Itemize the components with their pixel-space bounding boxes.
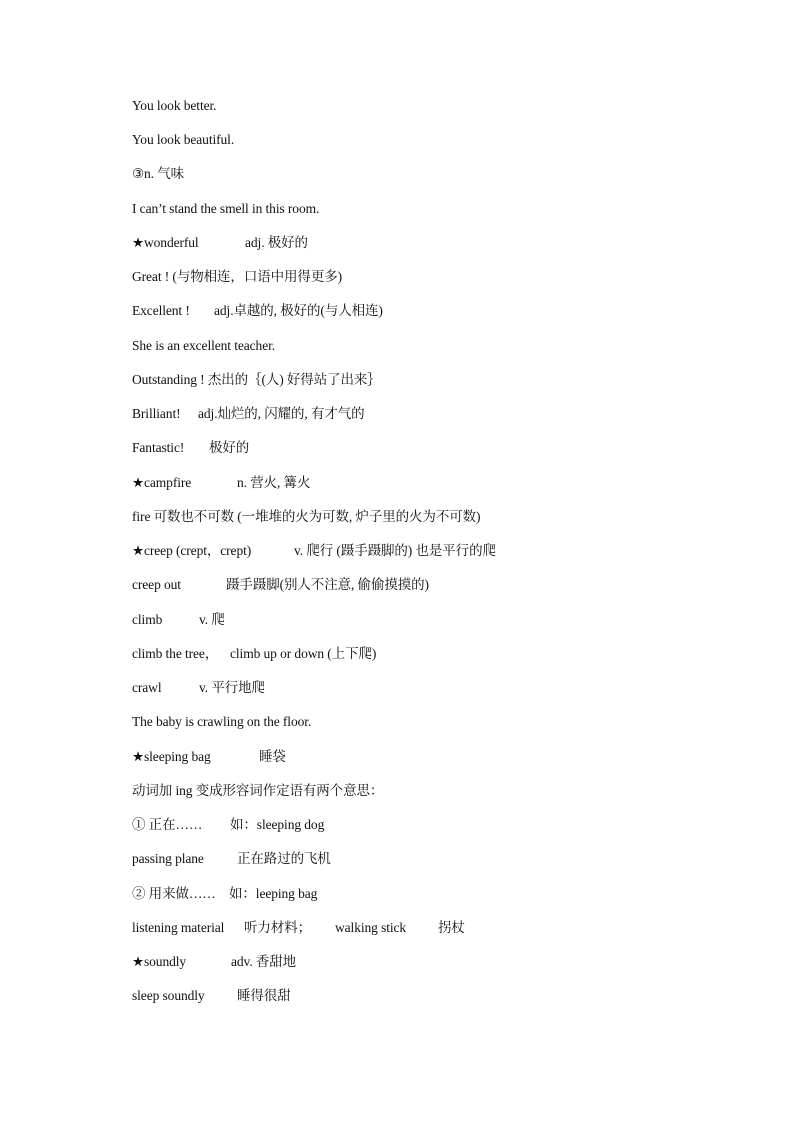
vocab-term: sleep soundly — [132, 988, 205, 1003]
text-line — [132, 712, 311, 732]
text-line — [132, 781, 383, 801]
vocab-term: creep out — [132, 577, 181, 592]
vocab-definition: v. 爬行 (蹑手蹑脚的) 也是平行的爬 — [294, 543, 496, 558]
vocab-entry — [132, 678, 265, 698]
vocab-term: ★sleeping bag — [132, 749, 211, 764]
vocab-term: ② 用来做…… — [132, 886, 216, 901]
vocab-definition: 如：sleeping dog — [230, 817, 325, 832]
line-text: You look better. — [132, 98, 217, 113]
text-line — [132, 199, 319, 219]
vocab-term: ★soundly — [132, 954, 187, 969]
vocab-entry — [132, 815, 324, 835]
vocab-entry — [132, 473, 310, 493]
line-text: fire 可数也不可数 (一堆堆的火为可数, 炉子里的火为不可数) — [132, 509, 481, 524]
vocab-entry — [132, 438, 249, 458]
line-text: Outstanding ! 杰出的｛(人) 好得站了出来｝ — [132, 372, 381, 387]
vocab-entry — [132, 404, 365, 424]
vocab-definition: 睡袋 — [259, 749, 286, 764]
line-text: You look beautiful. — [132, 132, 235, 147]
vocab-entry — [132, 575, 429, 595]
vocab-entry — [132, 541, 496, 561]
vocab-term: ★wonderful — [132, 235, 199, 250]
vocab-term: ★creep (crept，crept) — [132, 543, 252, 558]
vocab-definition: adv. 香甜地 — [231, 954, 297, 969]
vocab-definition: 如：leeping bag — [229, 886, 318, 901]
vocab-definition: adj.卓越的, 极好的(与人相连) — [214, 303, 383, 318]
text-line — [132, 164, 184, 184]
vocab-term: Excellent ! — [132, 303, 190, 318]
vocab-entry — [132, 986, 291, 1006]
line-text: ③n. 气味 — [132, 166, 185, 181]
vocab-term: climb the tree， — [132, 646, 219, 661]
text-line — [132, 267, 342, 287]
vocab-definition: n. 营火, 篝火 — [237, 475, 311, 490]
vocab-definition: 正在路过的飞机 — [237, 851, 331, 866]
line-text: I can’t stand the smell in this room. — [132, 201, 320, 216]
vocab-definition: adj. 极好的 — [245, 235, 308, 250]
line-text: 动词加 ing 变成形容词作定语有两个意思： — [132, 783, 384, 798]
vocab-term: ① 正在…… — [132, 817, 203, 832]
vocab-definition: 睡得很甜 — [237, 988, 291, 1003]
vocab-entry — [132, 747, 286, 767]
vocab-definition: v. 爬 — [199, 612, 225, 627]
vocab-definition: adj.灿烂的, 闪耀的, 有才气的 — [198, 406, 365, 421]
vocab-term: Fantastic! — [132, 440, 185, 455]
text-line — [132, 370, 381, 390]
vocab-term: listening material — [132, 920, 225, 935]
vocab-definition: 拐杖 — [438, 920, 465, 935]
text-line — [132, 336, 275, 356]
vocab-term: ★campfire — [132, 475, 192, 490]
vocab-entry — [132, 918, 465, 938]
vocab-definition: climb up or down (上下爬) — [230, 646, 377, 661]
vocab-entry — [132, 952, 296, 972]
vocab-entry — [132, 644, 376, 664]
vocab-definition: v. 平行地爬 — [199, 680, 265, 695]
vocab-definition: 蹑手蹑脚(别人不注意, 偷偷摸摸的) — [226, 577, 429, 592]
text-line — [132, 96, 216, 116]
line-text: The baby is crawling on the floor. — [132, 714, 312, 729]
vocab-term: walking stick — [335, 920, 407, 935]
line-text: She is an excellent teacher. — [132, 338, 276, 353]
vocab-definition: 极好的 — [209, 440, 250, 455]
text-line — [132, 130, 234, 150]
vocab-entry — [132, 884, 317, 904]
vocab-entry — [132, 233, 308, 253]
vocab-entry — [132, 849, 331, 869]
vocab-term: passing plane — [132, 851, 204, 866]
vocab-definition: 听力材料； — [244, 920, 311, 935]
text-line — [132, 507, 480, 527]
line-text: Great ! (与物相连，口语中用得更多) — [132, 269, 343, 284]
vocab-entry — [132, 301, 383, 321]
vocab-term: climb — [132, 612, 163, 627]
vocab-entry — [132, 610, 225, 630]
vocab-term: Brilliant! — [132, 406, 181, 421]
vocab-term: crawl — [132, 680, 162, 695]
